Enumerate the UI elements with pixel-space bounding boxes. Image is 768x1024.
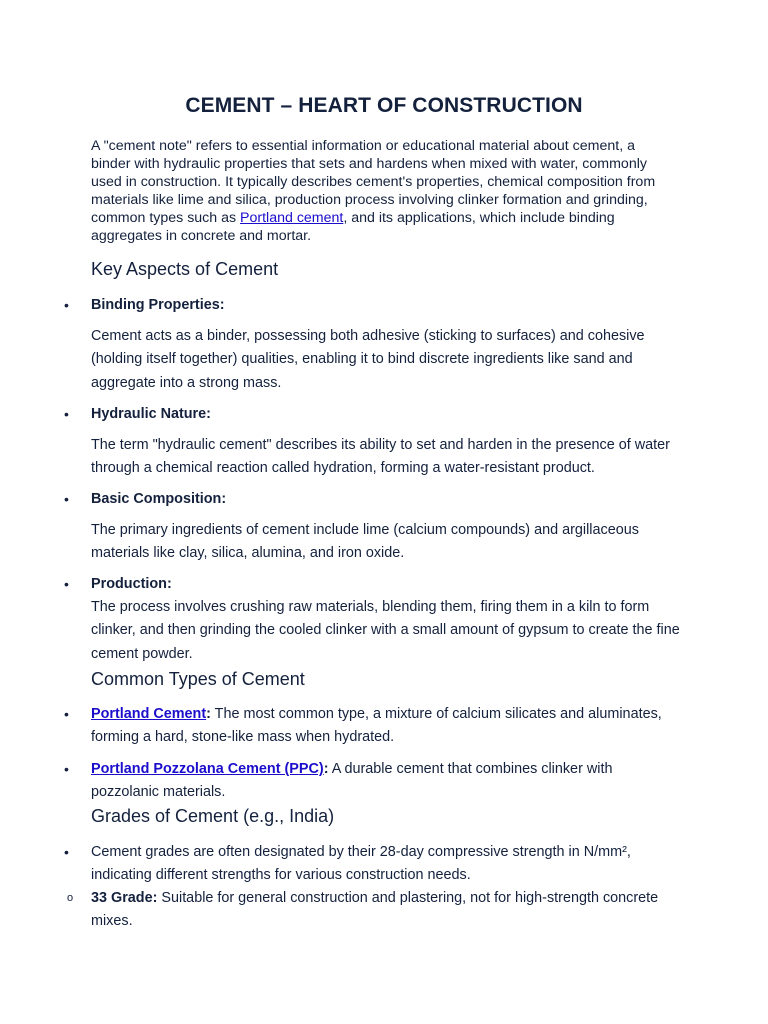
list-item-label: Production: [91, 576, 172, 592]
ppc-type-link[interactable]: Portland Pozzolana Cement (PPC) [91, 761, 324, 777]
bullet-icon: • [64, 761, 69, 777]
list-item-description: The primary ingredients of cement include lime (calcium compounds) and argillaceous materials like clay, silica, alumina, and iron oxide. [91, 522, 639, 562]
intro-paragraph [91, 137, 676, 245]
bullet-icon: • [64, 297, 69, 313]
sub-list-item: 33 Grade: Suitable for general construction and plastering, not for high-strength concrete mixes. [91, 890, 659, 930]
portland-cement-type-link[interactable]: Portland Cement [91, 706, 207, 722]
list-item-description: Cement acts as a binder, possessing both adhesive (sticking to surfaces) and cohesive (holding itself together) qualities, enabling it to bind discrete ingredients like sand and aggregate into a strong mass. [91, 328, 645, 391]
list-item-label: Binding Properties: [91, 297, 225, 313]
page-title: CEMENT – HEART OF CONSTRUCTION [185, 94, 583, 117]
bullet-icon: • [64, 576, 69, 592]
bullet-icon: • [64, 406, 69, 422]
intro-text-after-link: , and its applications, which include binding aggregates in concrete and mortar. [91, 210, 615, 244]
list-item-description: The term "hydraulic cement" describes its ability to set and harden in the presence of water through a chemical reaction called hydration, forming a water-resistant product. [91, 437, 670, 477]
list-item: Portland Pozzolana Cement (PPC): A durable cement that combines clinker with pozzolanic materials. [91, 761, 613, 801]
section-heading-key-aspects: Key Aspects of Cement [91, 259, 279, 279]
section-heading-grades: Grades of Cement (e.g., India) [91, 806, 335, 826]
bullet-icon: • [64, 844, 69, 860]
sub-bullet-icon: o [67, 892, 74, 904]
list-item-description: Cement grades are often designated by their 28-day compressive strength in N/mm², indicating different strengths for various construction needs. [91, 844, 631, 884]
list-item-description: The process involves crushing raw materials, blending them, firing them in a kiln to form clinker, and then grinding the cooled clinker with a small amount of gypsum to create the fine cement powder. [91, 599, 680, 662]
intro-text-before-link: A "cement note" refers to essential information or educational material about cement, a binder with hydraulic properties that sets and hardens when mixed with water, commonly used in construction. It typically describes cement's properties, chemical composition from materials like lime and silica, production process involving clinker formation and grinding, common types such as [91, 138, 656, 226]
section-heading-common-types: Common Types of Cement [91, 669, 305, 689]
bullet-icon: • [64, 706, 69, 722]
list-item: Portland Cement: The most common type, a mixture of calcium silicates and aluminates, forming a hard, stone-like mass when hydrated. [91, 706, 662, 746]
portland-cement-link[interactable]: Portland cement [240, 210, 344, 226]
bullet-icon: • [64, 491, 69, 507]
list-item-label: Basic Composition: [91, 491, 227, 507]
list-item-label: Hydraulic Nature: [91, 406, 211, 422]
